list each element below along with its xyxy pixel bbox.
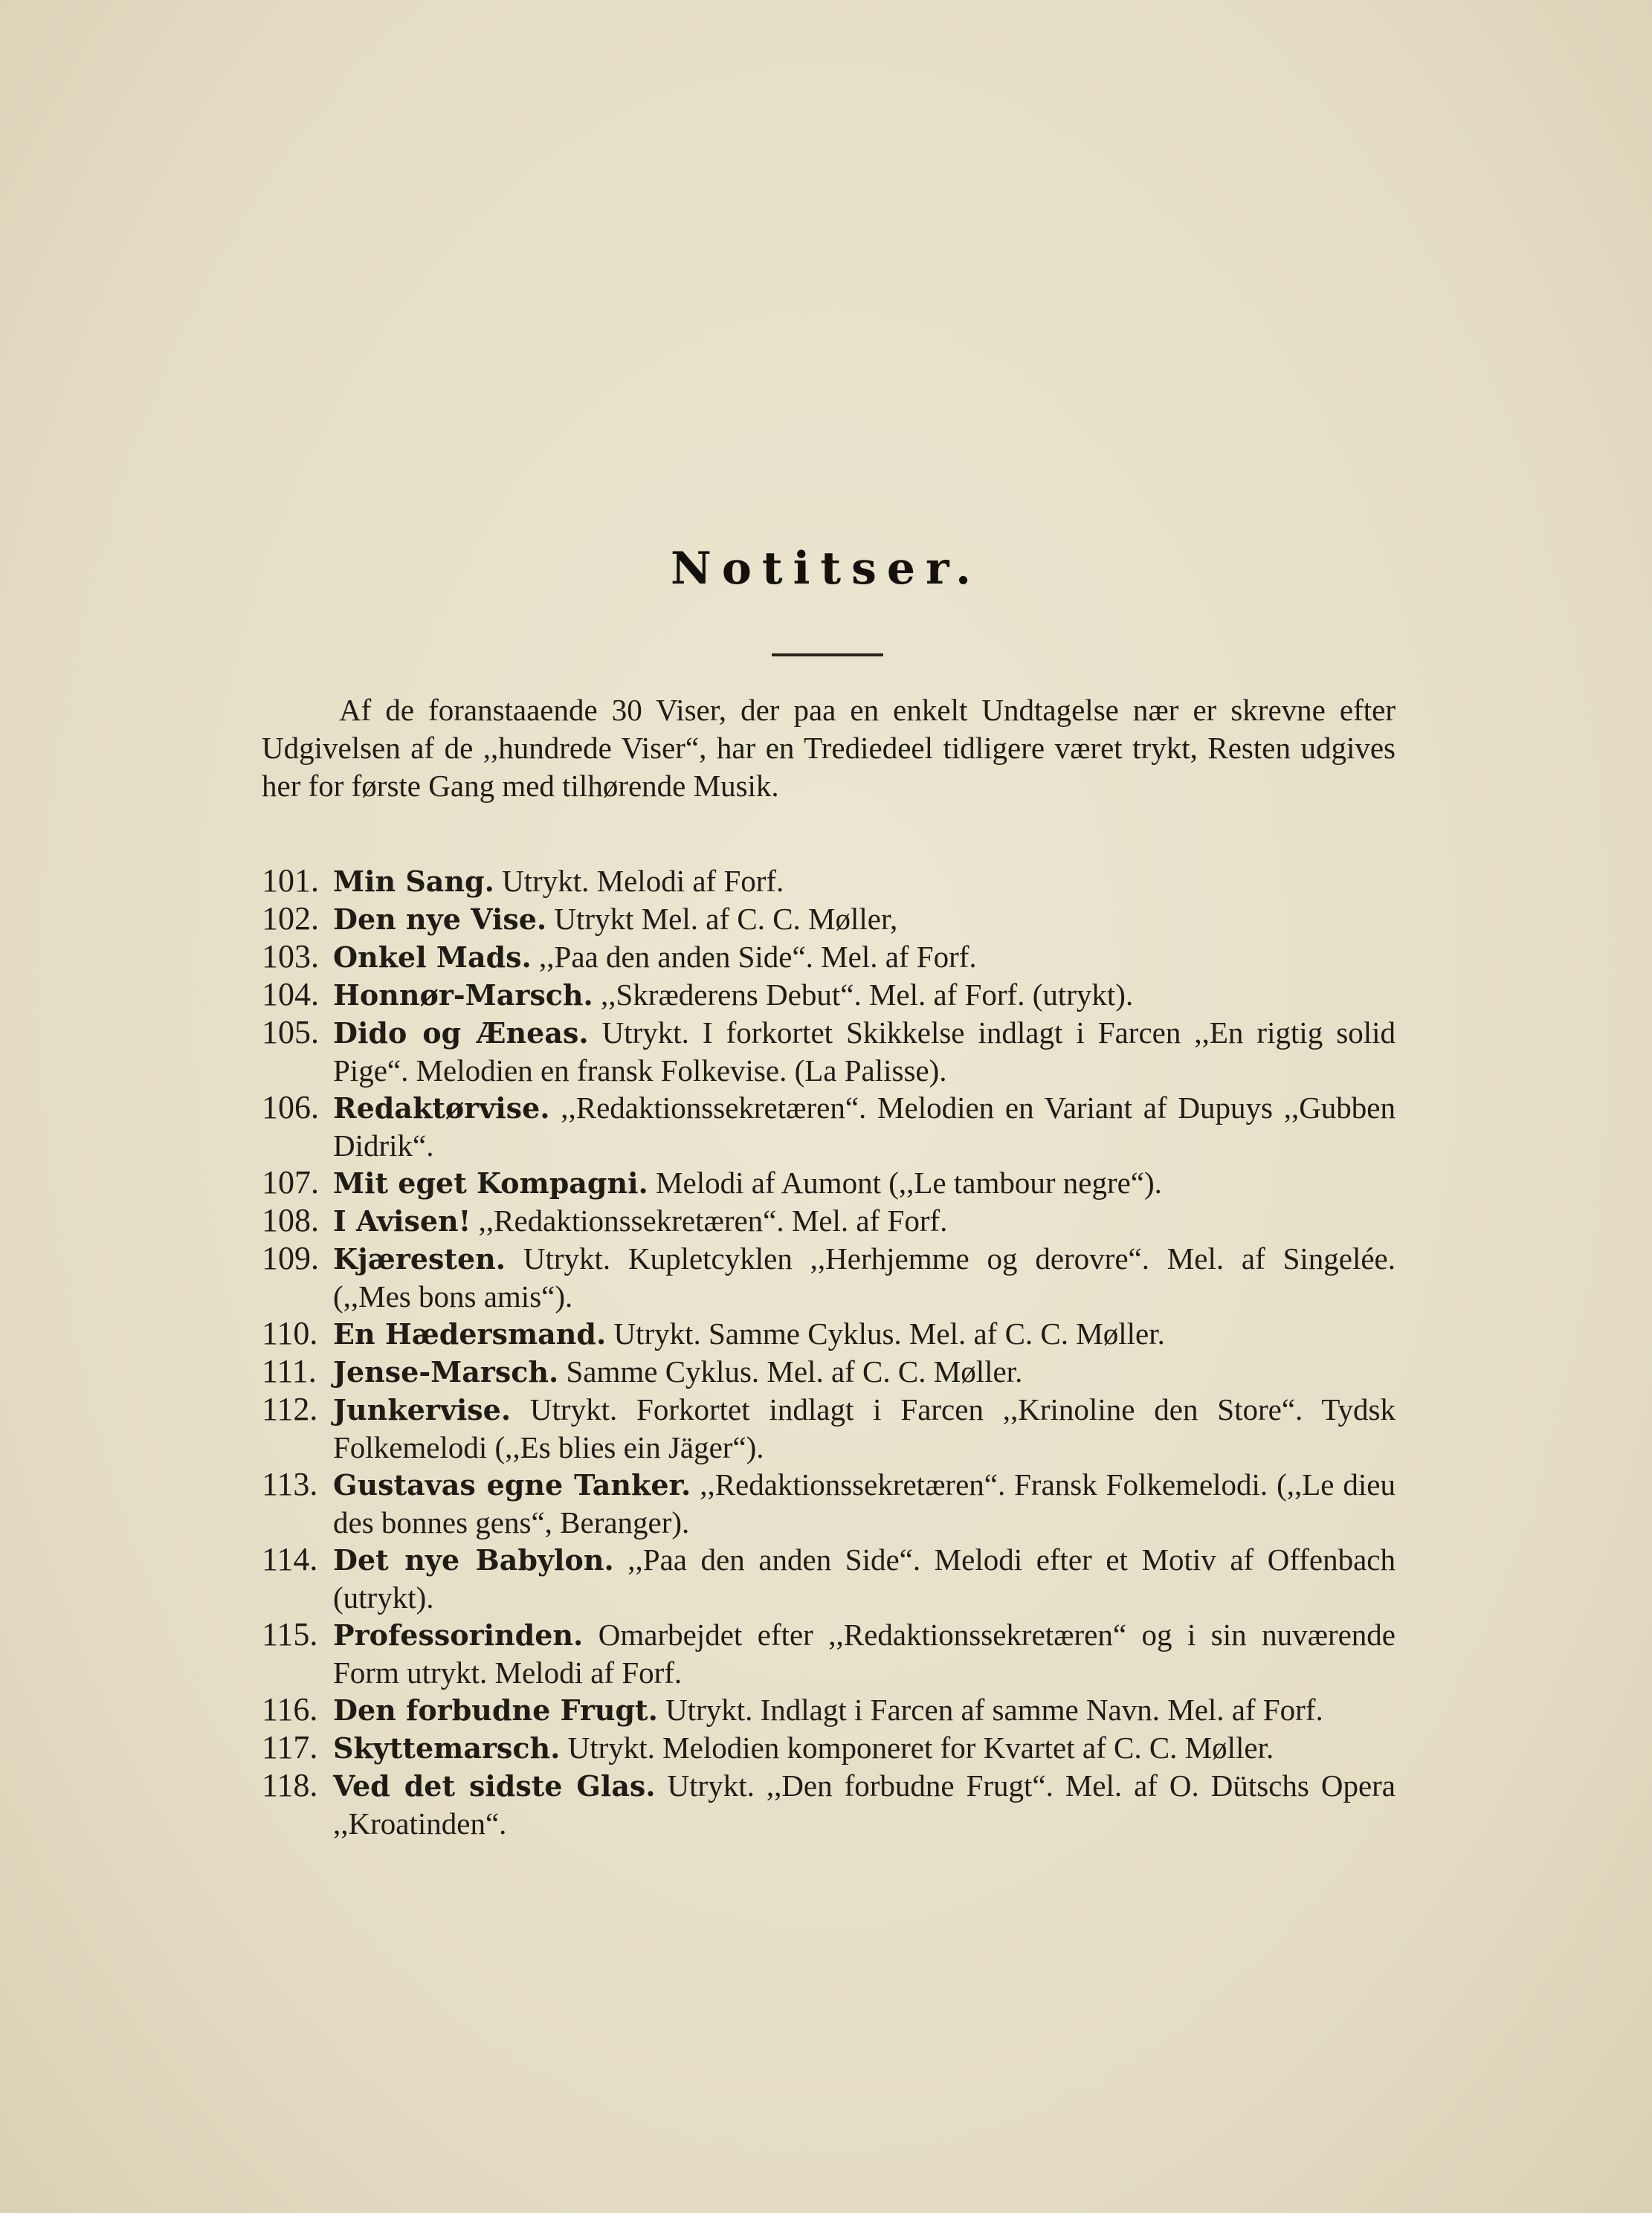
entry-title: Dido og Æneas. xyxy=(333,1016,589,1050)
entry-title: Redaktørvise. xyxy=(333,1091,550,1125)
entry-title: Det nye Babylon. xyxy=(333,1543,614,1577)
entry-title: Onkel Mads. xyxy=(333,940,532,974)
entry-body xyxy=(333,1240,1396,1315)
entry-text: ,,Paa den anden Side“. Melodi efter et Motiv af Offenbach (utrykt). xyxy=(333,1542,1396,1615)
entry-body xyxy=(333,938,1396,976)
list-item xyxy=(262,1391,1396,1466)
list-item xyxy=(262,1541,1396,1616)
entry-number: 109. xyxy=(262,1240,319,1276)
entry-text: Omarbejdet efter ,,Redaktionssekretæren“ og i sin nuværende Form utrykt. Melodi af Forf. xyxy=(333,1618,1396,1690)
entry-body xyxy=(333,1353,1396,1391)
entry-number: 115. xyxy=(262,1616,318,1653)
entry-number: 110. xyxy=(262,1315,318,1351)
entry-number: 105. xyxy=(262,1014,319,1050)
list-item xyxy=(262,1164,1396,1202)
entry-title: Skyttemarsch. xyxy=(333,1731,561,1765)
entry-body xyxy=(333,900,1396,938)
entry-body xyxy=(333,1767,1396,1842)
entry-text: Utrykt. Kupletcyklen ,,Herhjemme og derovre“. Mel. af Singelée. (,,Mes bons amis“). xyxy=(333,1241,1396,1314)
list-item xyxy=(262,1240,1396,1315)
entry-title: Gustavas egne Tanker. xyxy=(333,1468,691,1502)
entry-body xyxy=(333,1541,1396,1616)
entry-body xyxy=(333,1466,1396,1541)
entry-body xyxy=(333,1616,1396,1691)
entry-body xyxy=(333,1202,1396,1240)
entry-title: Professorinden. xyxy=(333,1618,584,1652)
list-item xyxy=(262,1616,1396,1691)
entry-title: Den forbudne Frugt. xyxy=(333,1693,658,1727)
entry-text: Utrykt. Melodien komponeret for Kvartet af C. C. Møller. xyxy=(567,1731,1274,1765)
entry-title: En Hædersmand. xyxy=(333,1317,607,1351)
entry-text: Utrykt. Samme Cyklus. Mel. af C. C. Møller. xyxy=(613,1317,1165,1351)
entry-text: Utrykt. I forkortet Skikkelse indlagt i Farcen ,,En rigtig solid Pige“. Melodien en fransk Folkevise. (La Palisse). xyxy=(333,1015,1396,1088)
list-item xyxy=(262,1466,1396,1541)
title-divider xyxy=(772,653,883,656)
entry-text: Utrykt. Melodi af Forf. xyxy=(502,864,784,898)
entry-body xyxy=(333,1729,1396,1767)
entry-number: 107. xyxy=(262,1164,319,1201)
entry-title: Mit eget Kompagni. xyxy=(333,1166,648,1200)
entry-text: Utrykt Mel. af C. C. Møller, xyxy=(554,902,898,936)
entry-number: 114. xyxy=(262,1541,318,1577)
entry-text: ,,Redaktionssekretæren“. Melodien en Variant af Dupuys ,,Gubben Didrik“. xyxy=(333,1091,1396,1163)
entry-text: Utrykt. ,,Den forbudne Frugt“. Mel. af O. Dütschs Opera ,,Kroatinden“. xyxy=(333,1768,1396,1841)
list-item xyxy=(262,1315,1396,1353)
entry-body xyxy=(333,862,1396,900)
entry-text: Utrykt. Forkortet indlagt i Farcen ,,Krinoline den Store“. Tydsk Folkemelodi (,,Es blies ein Jäger“). xyxy=(333,1392,1396,1464)
entry-title: Min Sang. xyxy=(333,865,494,898)
list-item xyxy=(262,1014,1396,1089)
entry-text: ,,Paa den anden Side“. Mel. af Forf. xyxy=(539,940,977,974)
entry-title: Honnør-Marsch. xyxy=(333,978,593,1012)
entry-number: 113. xyxy=(262,1466,318,1502)
entry-number: 103. xyxy=(262,938,319,975)
entry-title: Ved det sidste Glas. xyxy=(333,1769,656,1803)
entry-text: ,,Redaktionssekretæren“. Mel. af Forf. xyxy=(478,1204,948,1238)
entry-text: Samme Cyklus. Mel. af C. C. Møller. xyxy=(566,1354,1023,1389)
entry-title: Den nye Vise. xyxy=(333,902,547,936)
list-item xyxy=(262,1202,1396,1240)
entry-title: Junkervise. xyxy=(333,1393,512,1427)
list-item xyxy=(262,976,1396,1014)
notes-list xyxy=(262,862,1396,1842)
list-item xyxy=(262,900,1396,938)
entry-number: 101. xyxy=(262,862,319,899)
list-item xyxy=(262,1089,1396,1164)
entry-number: 102. xyxy=(262,900,319,937)
entry-title: Jense-Marsch. xyxy=(333,1355,559,1389)
entry-number: 112. xyxy=(262,1391,318,1427)
entry-number: 111. xyxy=(262,1353,317,1389)
entry-number: 104. xyxy=(262,976,319,1012)
list-item xyxy=(262,938,1396,976)
list-item xyxy=(262,1691,1396,1729)
entry-text: ,,Redaktionssekretæren“. Fransk Folkemelodi. (,,Le dieu des bonnes gens“, Beranger). xyxy=(333,1467,1396,1540)
entry-body xyxy=(333,1315,1396,1353)
entry-number: 116. xyxy=(262,1691,318,1728)
entry-body xyxy=(333,1014,1396,1089)
entry-number: 106. xyxy=(262,1089,319,1125)
entry-body xyxy=(333,1691,1396,1729)
entry-title: Kjæresten. xyxy=(333,1242,506,1276)
entry-body xyxy=(333,1089,1396,1164)
entry-title: I Avisen! xyxy=(333,1204,471,1238)
entry-number: 108. xyxy=(262,1202,319,1238)
entry-body xyxy=(333,976,1396,1014)
entry-text: Utrykt. Indlagt i Farcen af samme Navn. Mel. af Forf. xyxy=(665,1693,1323,1727)
intro-paragraph: Af de foranstaaende 30 Viser, der paa en enkelt Undtagelse nær er skrevne efter Udgivelsen af de ,,hundrede Viser“, har en Trediedeel tidligere været trykt, Resten udgives her for første Gang med tilhørende Musik. xyxy=(262,693,1396,803)
list-item xyxy=(262,1729,1396,1767)
page-title: Notitser. xyxy=(670,543,982,595)
entry-number: 117. xyxy=(262,1729,318,1765)
entry-text: ,,Skræderens Debut“. Mel. af Forf. (utrykt). xyxy=(601,978,1134,1012)
entry-body xyxy=(333,1391,1396,1466)
list-item xyxy=(262,862,1396,900)
entry-text: Melodi af Aumont (,,Le tambour negre“). xyxy=(656,1166,1162,1200)
entry-number: 118. xyxy=(262,1767,318,1803)
entry-body xyxy=(333,1164,1396,1202)
list-item xyxy=(262,1353,1396,1391)
list-item xyxy=(262,1767,1396,1842)
